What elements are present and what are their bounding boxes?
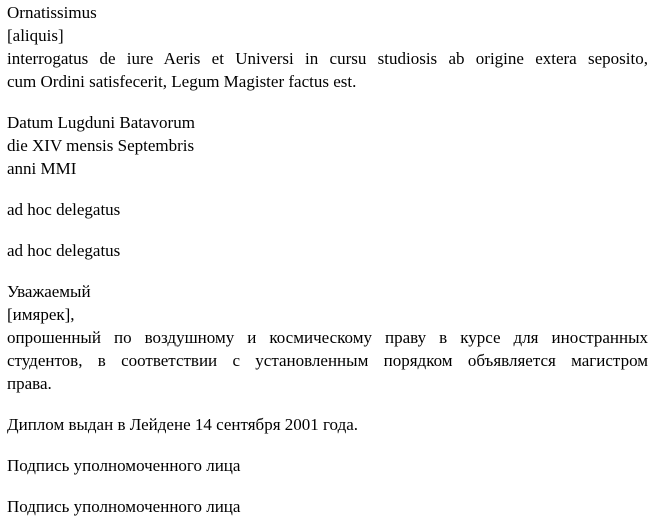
text-line: Подпись уполномоченного лица <box>7 497 241 516</box>
text-line: cum Ordini satisfecerit, Legum Magister factus est. <box>7 72 357 91</box>
text-line: студентов, в соответствии с установленным порядком объявляется магистром <box>7 351 648 370</box>
text-line: Ornatissimus <box>7 3 97 22</box>
latin-signature-line-1 <box>7 198 648 221</box>
russian-date-paragraph <box>7 413 648 436</box>
text-line: [aliquis] <box>7 26 64 45</box>
russian-salutation-paragraph <box>7 280 648 395</box>
text-line: Диплом выдан в Лейдене 14 сентября 2001 года. <box>7 415 359 434</box>
text-line: Подпись уполномоченного лица <box>7 456 241 475</box>
text-line: die XIV mensis Septembris <box>7 136 195 155</box>
russian-signature-line-1 <box>7 454 648 477</box>
text-line: Уважаемый <box>7 282 91 301</box>
text-line: ad hoc delegatus <box>7 241 121 260</box>
text-line: anni MMI <box>7 159 77 178</box>
text-line: права. <box>7 374 52 393</box>
latin-signature-line-2 <box>7 239 648 262</box>
latin-salutation-paragraph <box>7 1 648 93</box>
russian-signature-line-2 <box>7 495 648 518</box>
text-line: interrogatus de iure Aeris et Universi in cursu studiosis ab origine extera seposito, <box>7 49 648 68</box>
latin-date-paragraph <box>7 111 648 180</box>
text-line: [имярек], <box>7 305 75 324</box>
text-line: ad hoc delegatus <box>7 200 121 219</box>
text-line: Datum Lugduni Batavorum <box>7 113 195 132</box>
text-line: опрошенный по воздушному и космическому праву в курсе для иностранных <box>7 328 648 347</box>
